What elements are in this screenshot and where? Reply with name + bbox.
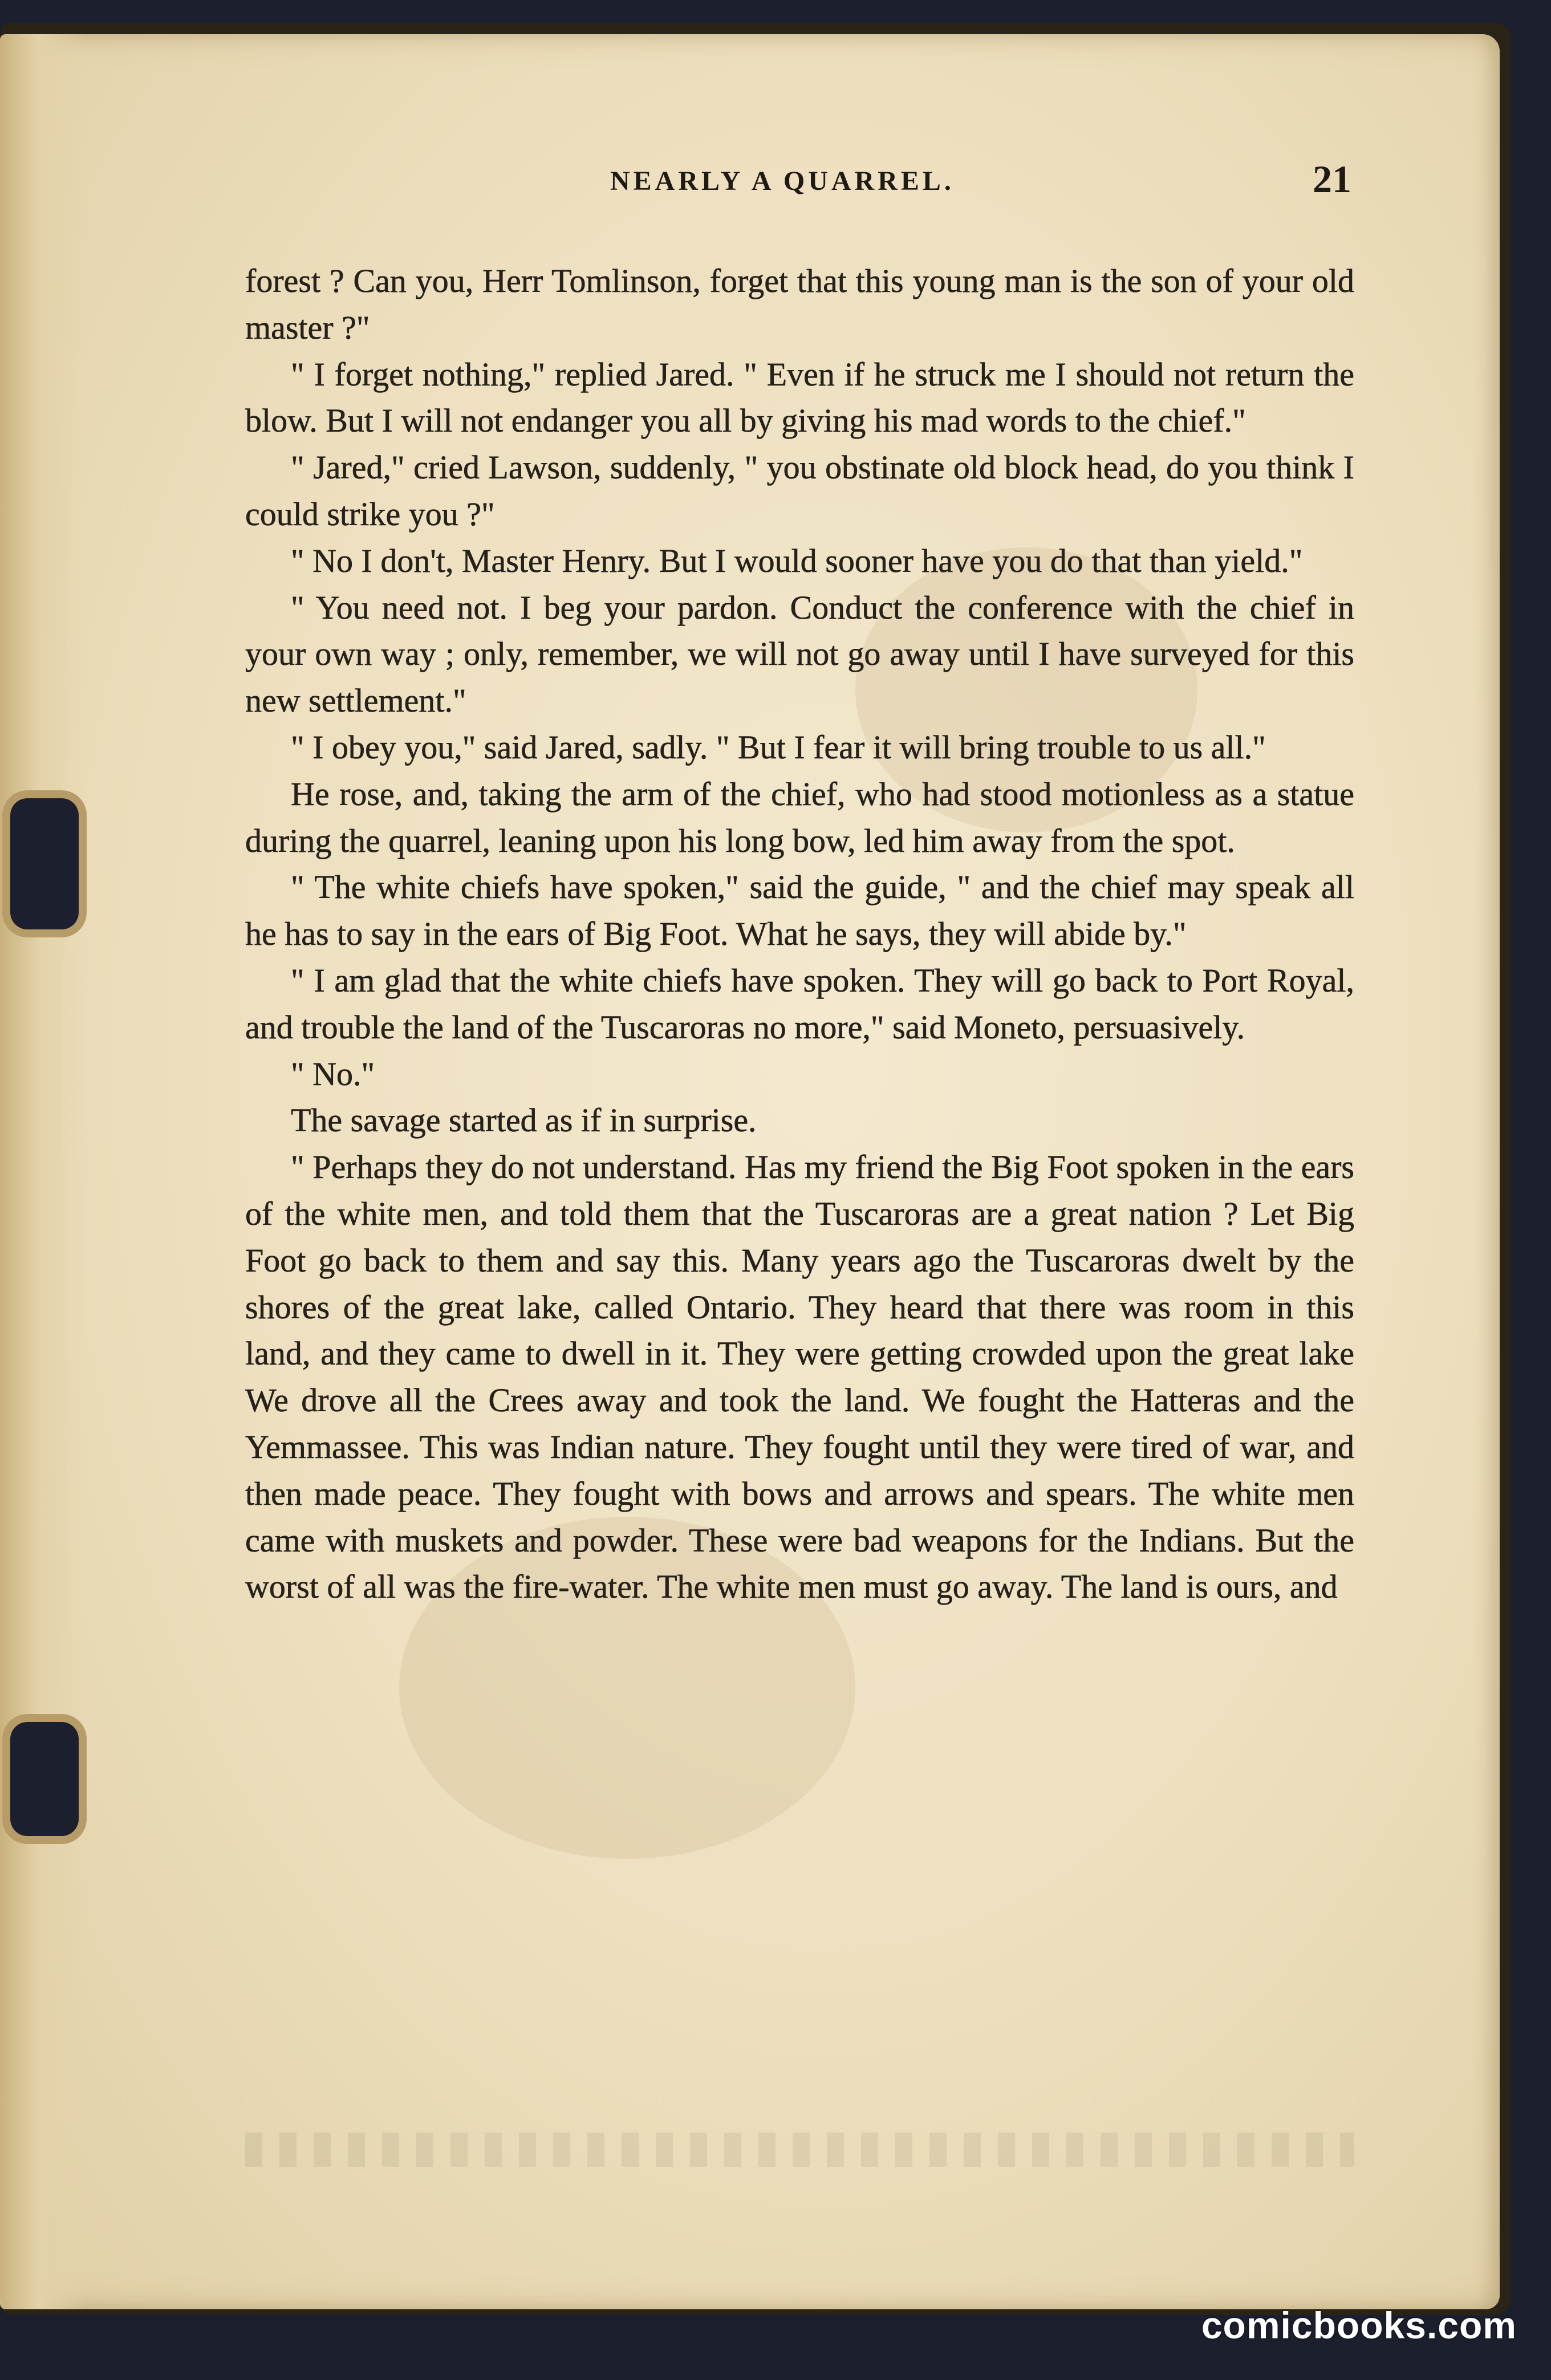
site-watermark: comicbooks.com <box>1201 2304 1517 2346</box>
bleed-through-text <box>245 2133 1354 2167</box>
paragraph: " No I don't, Master Henry. But I would sooner have you do that than yield." <box>291 542 1303 579</box>
paragraph: " No." <box>291 1055 375 1092</box>
binding-hole-lower <box>10 1722 79 1836</box>
paragraph: " You need not. I beg your pardon. Conduct the conference with the chief in your own way ; only, remember, we will not go away until I have surveyed for this new settlement." <box>245 588 1354 720</box>
body-text <box>245 258 1354 1610</box>
page-number: 21 <box>1313 157 1351 201</box>
page-header <box>245 131 1351 211</box>
paragraph: " Perhaps they do not understand. Has my friend the Big Foot spoken in the ears of the white men, and told them that the Tuscaroras are a great nation ? Let Big Foot go back to them and say this. Many years ago the Tuscaroras dwelt by the shores of the great lake, called Ontario. They heard that there was room in this land, and they came to dwell in it. They were getting crowded upon the great lake We drove all the Crees away and took the land. We fought the Hatteras and the Yemmassee. This was Indian nature. They fought until they were tired of war, and then made peace. They fought with bows and arrows and spears. The white men came with muskets and powder. These were bad weapons for the Indians. But the worst of all was the fire-water. The white men must go away. The land is ours, and <box>245 1148 1354 1606</box>
paragraph: " I am glad that the white chiefs have spoken. They will go back to Port Royal, and trouble the land of the Tuscaroras no more," said Moneto, persuasively. <box>245 961 1354 1046</box>
paragraph: The savage started as if in surprise. <box>291 1102 757 1139</box>
paragraph: " Jared," cried Lawson, suddenly, " you obstinate old block head, do you think I could strike you ?" <box>245 449 1354 533</box>
paragraph: forest ? Can you, Herr Tomlinson, forget that this young man is the son of your old master ?" <box>245 262 1354 346</box>
running-head: NEARLY A QUARREL. <box>610 166 955 196</box>
book-page <box>0 34 1500 2309</box>
binding-gutter <box>0 34 86 2309</box>
paragraph: " I forget nothing," replied Jared. " Even if he struck me I should not return the blow. But I will not endanger you all by giving his mad words to the chief." <box>245 355 1354 440</box>
paragraph: " The white chiefs have spoken," said the guide, " and the chief may speak all he has to say in the ears of Big Foot. What he says, they will abide by." <box>245 868 1354 953</box>
paragraph: " I obey you," said Jared, sadly. " But I fear it will bring trouble to us all." <box>291 728 1266 766</box>
binding-hole-upper <box>10 798 79 929</box>
paragraph: He rose, and, taking the arm of the chief, who had stood motionless as a statue during the quarrel, leaning upon his long bow, led him away from the spot. <box>245 775 1354 859</box>
